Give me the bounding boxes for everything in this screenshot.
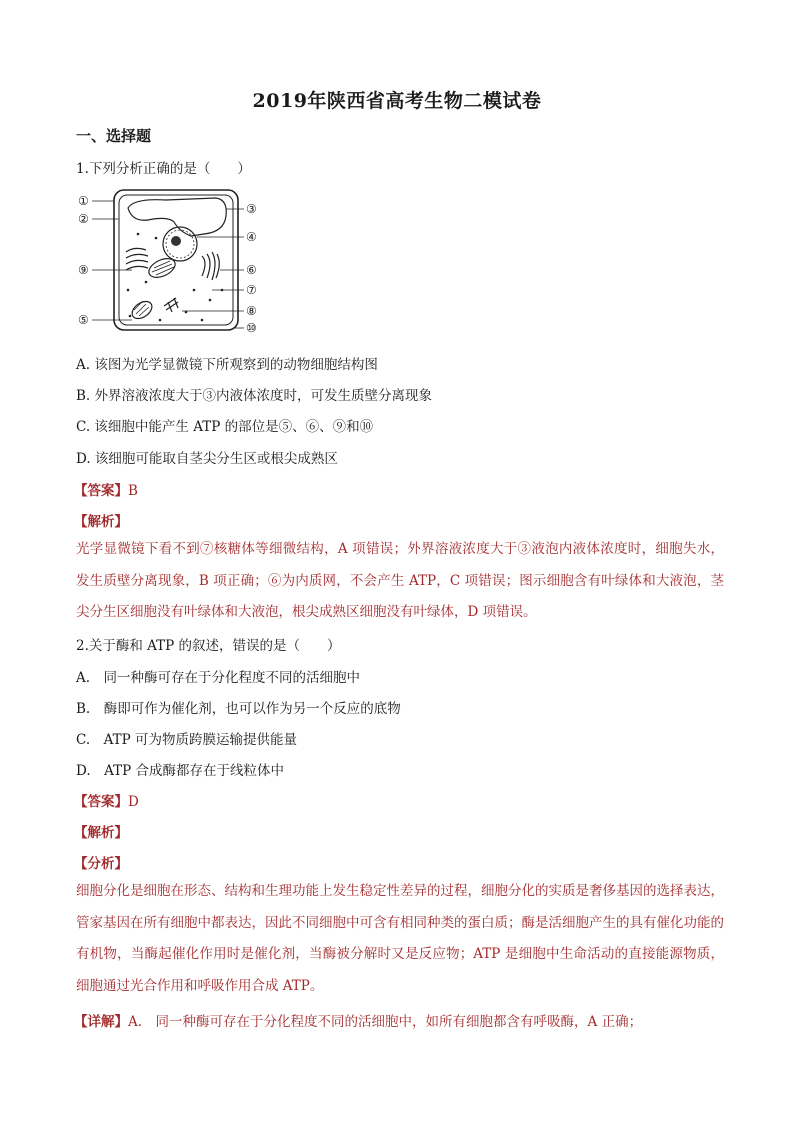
q1-option-a: A. 该图为光学显微镜下所观察到的动物细胞结构图 — [76, 357, 378, 373]
q2-fenxi-tag: 【分析】 — [74, 856, 128, 872]
label-5: ⑤ — [78, 313, 89, 327]
q1-option-c: C. 该细胞中能产生 ATP 的部位是⑤、⑥、⑨和⑩ — [76, 419, 374, 435]
q2-detail-tag: 【详解】 — [74, 1014, 128, 1030]
label-8: ⑧ — [246, 304, 257, 318]
q2-answer — [74, 790, 139, 810]
label-6: ⑥ — [246, 263, 257, 277]
ribosomes — [127, 233, 224, 322]
q1-answer-value: B — [128, 483, 138, 499]
plant-cell-diagram — [76, 186, 266, 336]
question-2-stem: 2.关于酶和 ATP 的叙述，错误的是（ ） — [76, 638, 341, 654]
label-3: ③ — [246, 202, 257, 216]
q2-option-c: C. ATP 可为物质跨膜运输提供能量 — [76, 732, 298, 748]
label-10: ⑩ — [246, 321, 257, 335]
q2-fenxi-text: 细胞分化是细胞在形态、结构和生理功能上发生稳定性差异的过程，细胞分化的实质是奢侈基因的选择表达，管家基因在所有细胞中都表达，因此不同细胞中可含有相同种类的蛋白质；酶是活细胞产生的具有催化功能的有机物，当酶起催化作用时是催化剂，当酶被分解时又是反应物；ATP 是细胞中生命活动的直接能源物质，细胞通过光合作用和呼吸作用合成 ATP。 — [76, 883, 724, 994]
q2-answer-tag: 【答案】 — [74, 794, 128, 810]
golgi-apparatus — [202, 252, 219, 280]
question-1-stem: 1.下列分析正确的是（ ） — [76, 161, 251, 177]
q2-detail — [74, 1010, 642, 1030]
q2-answer-value: D — [128, 794, 139, 810]
vacuole — [128, 198, 226, 236]
q2-detail-text: A. 同一种酶可存在于分化程度不同的活细胞中，如所有细胞都含有呼吸酶，A 正确； — [128, 1014, 643, 1030]
q2-analysis-tag: 【解析】 — [74, 825, 128, 841]
label-4: ④ — [246, 230, 257, 244]
label-1: ① — [78, 194, 89, 208]
q2-option-d: D. ATP 合成酶都存在于线粒体中 — [76, 763, 285, 779]
label-9: ⑨ — [78, 263, 89, 277]
q2-option-a: A. 同一种酶可存在于分化程度不同的活细胞中 — [76, 670, 361, 686]
endoplasmic-reticulum — [126, 248, 148, 270]
page-title: 2019年陕西省高考生物二模试卷 — [252, 90, 542, 112]
label-7: ⑦ — [246, 283, 257, 297]
section-heading: 一、选择题 — [76, 127, 152, 145]
q2-option-b: B. 酶即可作为催化剂，也可以作为另一个反应的底物 — [76, 701, 401, 717]
q1-option-b: B. 外界溶液浓度大于③内液体浓度时，可发生质壁分离现象 — [76, 388, 433, 404]
q1-answer-tag: 【答案】 — [74, 483, 128, 499]
label-2: ② — [78, 212, 89, 226]
q1-option-d: D. 该细胞可能取自茎尖分生区或根尖成熟区 — [76, 451, 338, 467]
nucleolus — [171, 236, 181, 246]
q1-answer — [74, 479, 138, 499]
q1-analysis-tag: 【解析】 — [74, 514, 128, 530]
q1-analysis-text: 光学显微镜下看不到⑦核糖体等细微结构，A 项错误；外界溶液浓度大于③液泡内液体浓度时，细胞失水，发生质壁分离现象，B 项正确；⑥为内质网，不会产生 ATP，C 项错误；图示细胞含有叶绿体和大液泡，茎尖分生区细胞没有叶绿体和大液泡，根尖成熟区细胞没有叶绿体，D 项错误。 — [76, 541, 724, 620]
small-organelle — [164, 298, 178, 312]
